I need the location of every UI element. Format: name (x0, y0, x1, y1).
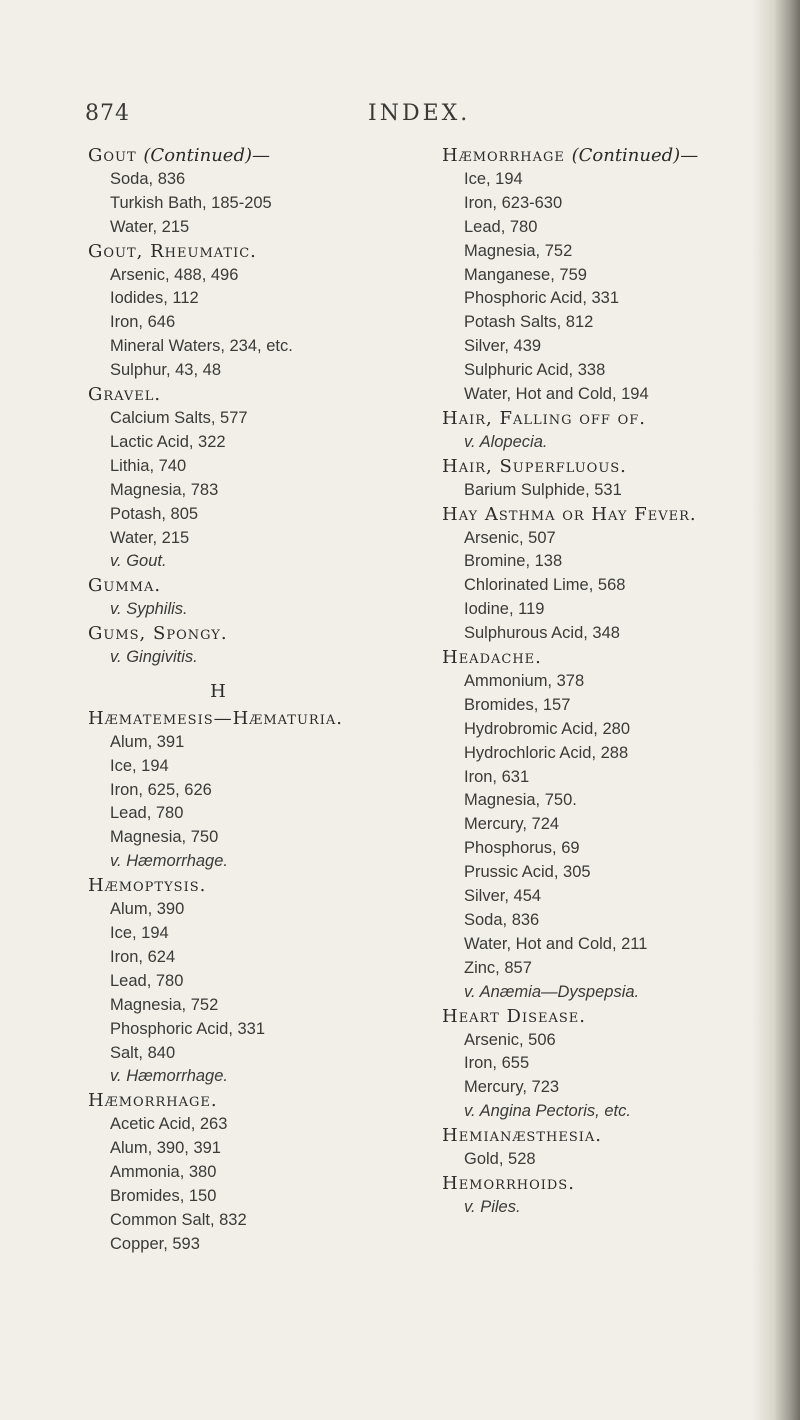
entry-heading-text: Headache. (442, 647, 542, 669)
index-entry (442, 1124, 762, 1172)
right-column (442, 144, 762, 1220)
entry-heading-text: Hemorrhoids. (442, 1172, 575, 1194)
entry-heading-text: Hemianæsthesia. (442, 1125, 602, 1147)
entry-subitem: Calcium Salts, 577 (110, 408, 248, 427)
entry-subitem: Turkish Bath, 185-205 (110, 193, 272, 212)
cross-reference: v. Hæmorrhage. (110, 1067, 228, 1086)
entry-subitem: Iron, 624 (110, 947, 176, 966)
index-entry (88, 574, 378, 622)
index-entry (442, 407, 762, 455)
entry-subitem: Iron, 631 (464, 767, 530, 786)
entry-subitem: Acetic Acid, 263 (110, 1115, 228, 1134)
entry-subitem: Hydrobromic Acid, 280 (464, 719, 630, 738)
entry-heading (442, 503, 762, 527)
cross-reference: v. Alopecia. (464, 432, 548, 451)
entry-subitem: Magnesia, 752 (464, 241, 573, 260)
entry-subitem: Sulphurous Acid, 348 (464, 624, 620, 643)
entry-subitem: Mercury, 723 (464, 1078, 560, 1097)
index-entry (88, 707, 378, 874)
index-entry (88, 622, 378, 670)
entry-subitem: Lithia, 740 (110, 456, 187, 475)
entry-heading-text: Gout (88, 145, 137, 166)
entry-subitem: Hydrochloric Acid, 288 (464, 743, 629, 762)
entry-heading-text: Hay Asthma or Hay Fever. (442, 503, 697, 525)
entry-subitem: Sulphur, 43, 48 (110, 361, 222, 380)
index-entry (442, 144, 762, 407)
entry-heading-text: Gumma. (88, 575, 162, 597)
entry-heading-text: Hæmorrhage (442, 145, 565, 166)
entry-heading (88, 144, 378, 168)
index-entry (88, 144, 378, 240)
entry-subitem: Silver, 454 (464, 887, 542, 906)
entry-subitem: Salt, 840 (110, 1043, 176, 1062)
entry-subitem: Iodides, 112 (110, 289, 199, 308)
entry-subitem: Magnesia, 750 (110, 828, 219, 847)
entry-heading-text: Heart Disease. (442, 1005, 586, 1027)
entry-subitem: Magnesia, 783 (110, 480, 219, 499)
entry-subitem: Water, 215 (110, 217, 190, 236)
entry-heading-text: Gravel. (88, 384, 162, 406)
index-entry (442, 455, 762, 503)
entry-subitem: Manganese, 759 (464, 265, 587, 284)
page-number: 874 (85, 101, 130, 126)
entry-heading-text: Gums, Spongy. (88, 623, 228, 645)
index-entry (88, 383, 378, 574)
entry-subitem: Ammonium, 378 (464, 671, 585, 690)
entry-subitem: Sulphuric Acid, 338 (464, 361, 606, 380)
cross-reference: v. Angina Pectoris, etc. (464, 1102, 631, 1121)
entry-subitem: Common Salt, 832 (110, 1210, 247, 1229)
index-entry (88, 240, 378, 383)
entry-subitem: Iron, 625, 626 (110, 780, 212, 799)
entry-heading (88, 1089, 378, 1113)
entry-heading-text: Hæmatemesis—Hæmaturia. (88, 707, 343, 729)
index-entry (88, 874, 378, 1089)
entry-heading-text: Hæmoptysis. (88, 875, 207, 897)
entry-subitem: Alum, 391 (110, 732, 185, 751)
entry-heading-text: Hæmorrhage. (88, 1090, 218, 1112)
entry-subitem: Ammonia, 380 (110, 1163, 217, 1182)
cross-reference: v. Gout. (110, 552, 167, 571)
entry-subitem: Bromides, 150 (110, 1186, 217, 1205)
entry-subitem: Prussic Acid, 305 (464, 863, 591, 882)
entry-subitem: Soda, 836 (464, 911, 540, 929)
entry-subitem: Phosphorus, 69 (464, 839, 580, 858)
entry-subitem: Mineral Waters, 234, etc. (110, 337, 293, 356)
entry-heading (88, 874, 378, 898)
cross-reference: v. Anæmia—Dyspepsia. (464, 982, 640, 1001)
cross-reference: v. Piles. (464, 1197, 521, 1216)
entry-heading (442, 1005, 762, 1029)
entry-subitem: Soda, 836 (110, 169, 186, 188)
index-entry (442, 503, 762, 646)
entry-subitem: Arsenic, 506 (464, 1030, 556, 1049)
entry-subitem: Magnesia, 752 (110, 995, 219, 1014)
index-entry (442, 646, 762, 1005)
entry-subitem: Copper, 593 (110, 1234, 200, 1253)
entry-heading (442, 1172, 762, 1196)
entry-heading (442, 646, 762, 670)
entry-heading (88, 622, 378, 646)
entry-subitem: Potash Salts, 812 (464, 313, 594, 332)
entry-heading (442, 144, 762, 168)
left-column (88, 144, 378, 1257)
entry-subitem: Phosphoric Acid, 331 (464, 289, 620, 308)
index-entry (88, 1089, 378, 1256)
entry-heading (88, 574, 378, 598)
page-header (0, 101, 800, 133)
entry-subitem: Bromine, 138 (464, 552, 563, 571)
entry-subitem: Lead, 780 (110, 971, 184, 990)
entry-subitem: Water, Hot and Cold, 194 (464, 385, 649, 404)
entry-heading (442, 455, 762, 479)
entry-subitem: Potash, 805 (110, 504, 199, 523)
entry-subitem: Arsenic, 507 (464, 528, 556, 547)
entry-subitem: Phosphoric Acid, 331 (110, 1019, 266, 1038)
entry-heading (442, 1124, 762, 1148)
entry-subitem: Iodine, 119 (464, 600, 545, 619)
entry-subitem: Lead, 780 (110, 804, 184, 823)
entry-heading (442, 407, 762, 431)
entry-subitem: Water, 215 (110, 528, 190, 547)
index-entry (442, 1005, 762, 1125)
index-entry (442, 1172, 762, 1220)
entry-subitem: Bromides, 157 (464, 695, 571, 714)
entry-subitem: Water, Hot and Cold, 211 (464, 934, 648, 953)
entry-subitem: Lactic Acid, 322 (110, 432, 226, 451)
running-head: INDEX. (368, 101, 471, 126)
entry-subitem: Arsenic, 488, 496 (110, 265, 239, 284)
entry-subitem: Ice, 194 (464, 169, 523, 188)
entry-subitem: Iron, 646 (110, 313, 176, 332)
entry-subitem: Mercury, 724 (464, 815, 560, 834)
cross-reference: v. Hæmorrhage. (110, 852, 228, 871)
entry-subitem: Alum, 390 (110, 900, 185, 919)
entry-subitem: Alum, 390, 391 (110, 1139, 221, 1158)
continued-marker: (Continued)— (571, 145, 699, 166)
cross-reference: v. Gingivitis. (110, 648, 198, 667)
section-letter: H (210, 680, 226, 702)
entry-subitem: Barium Sulphide, 531 (464, 480, 622, 499)
cross-reference: v. Syphilis. (110, 600, 188, 619)
entry-subitem: Lead, 780 (464, 217, 538, 236)
entry-heading (88, 383, 378, 407)
entry-subitem: Magnesia, 750. (464, 791, 577, 810)
entry-subitem: Ice, 194 (110, 756, 169, 775)
continued-marker: (Continued)— (143, 145, 271, 166)
entry-heading (88, 240, 378, 264)
entry-subitem: Chlorinated Lime, 568 (464, 576, 626, 595)
entry-heading-text: Hair, Superfluous. (442, 455, 627, 477)
entry-heading-text: Gout, Rheumatic. (88, 240, 257, 262)
entry-subitem: Iron, 655 (464, 1054, 530, 1073)
entry-subitem: Gold, 528 (464, 1150, 536, 1169)
entry-subitem: Iron, 623-630 (464, 193, 563, 212)
entry-subitem: Zinc, 857 (464, 958, 532, 977)
entry-subitem: Silver, 439 (464, 337, 542, 356)
entry-subitem: Ice, 194 (110, 924, 169, 942)
entry-heading (88, 707, 378, 731)
entry-heading-text: Hair, Falling off of. (442, 407, 647, 429)
